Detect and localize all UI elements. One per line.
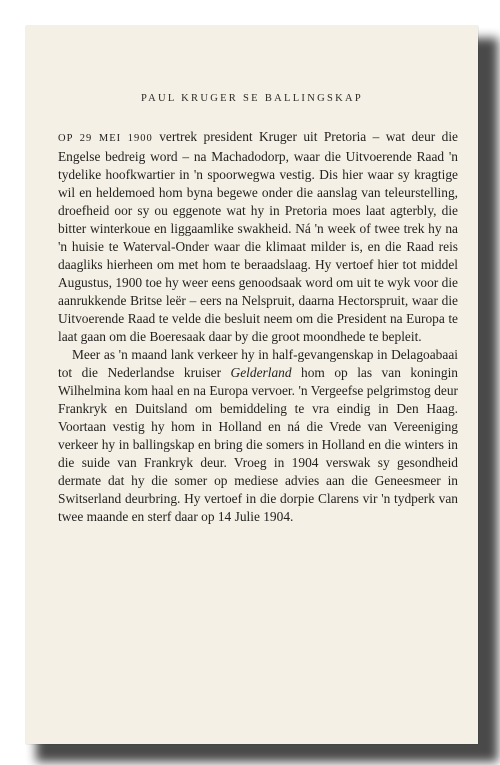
running-head: PAUL KRUGER SE BALLINGSKAP xyxy=(140,93,364,104)
paragraph-1-lead: OP 29 MEI 1900 xyxy=(58,133,153,144)
paragraph-1 xyxy=(58,128,458,346)
book-page xyxy=(26,26,478,744)
paragraph-2 xyxy=(58,346,458,526)
paragraph-2-after: hom op las van koningin Wilhelmina kom haal en na Europa vervoer. 'n Vergeefse pelgrimstog deur Frankryk en Duitsland om bemiddeling te vra eindig in Den Haag. Voortaan vestig hy hom in Holland en ná die Vrede van Vereeniging verkeer hy in ballingskap en bring die somers in Holland en die winters in die suide van Frankryk deur. Vroeg in 1904 verswak sy gesondheid dermate dat hy die somer op mediese advies aan die Geneesmeer in Switserland deurbring. Hy vertoef in die dorpie Clarens vir 'n tydperk van twee maande en sterf daar op 14 Julie 1904. xyxy=(58,365,458,524)
body-text xyxy=(58,128,458,526)
ship-name: Gelderland xyxy=(230,365,292,380)
paragraph-1-text: vertrek president Kruger uit Pretoria – wat deur die Engelse bedreig word – na Machadodorp, waar die Uitvoerende Raad 'n tydelike hoofkwartier in 'n spoorwegwa vestig. Dis hier waar sy kragtige wil en heldemoed hom byna begewe onder die aanslag van teleurstelling, droefheid oor sy ou eggenote wat hy in Pretoria moes laat agterbly, die bitter winterkoue en liggaamlike swakheid. Ná 'n week of twee trek hy na 'n huisie te Waterval-Onder waar die klimaat milder is, en die Raad reis daagliks hierheen om met hom te beraadslaag. Hy vertoef hier tot middel Augustus, 1900 toe hy weer eens genoodsaak word om uit te wyk voor die aanrukkende Britse leër – eers na Nelspruit, daarna Hectorspruit, waar die Uitvoerende Raad te velde die besluit neem om die President na Europa te laat gaan om die Boeresaak daar by die groot moondhede te bepleit. xyxy=(58,129,459,344)
paragraph-2-before: Meer as 'n maand lank verkeer hy in half-gevangenskap in Delagoabaai tot die Nederlandse kruiser xyxy=(58,347,458,380)
